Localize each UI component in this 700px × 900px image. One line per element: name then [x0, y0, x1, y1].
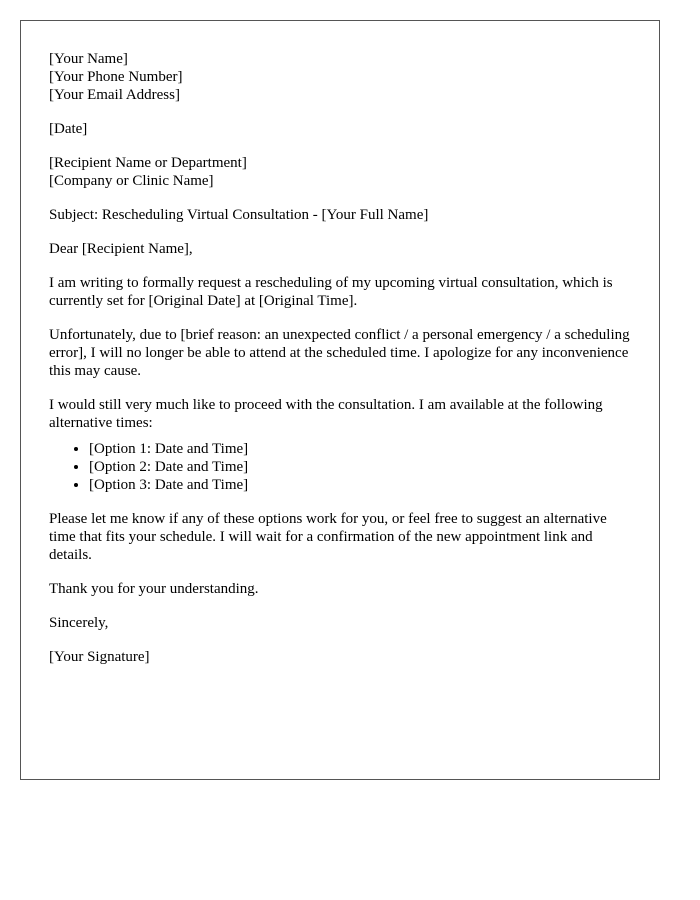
signature: [Your Signature] — [49, 649, 150, 665]
subject-line: Subject: Rescheduling Virtual Consultation - [Your Full Name] — [49, 207, 429, 223]
letter-document — [20, 20, 660, 780]
list-item: • [Option 3: Date and Time] — [89, 476, 631, 494]
recipient-name: [Recipient Name or Department] — [49, 155, 247, 171]
sender-email: [Your Email Address] — [49, 87, 180, 103]
salutation: Dear [Recipient Name], — [49, 241, 193, 257]
closing: Sincerely, — [49, 615, 109, 631]
body-paragraph-5: Thank you for your understanding. — [49, 581, 259, 597]
list-item: • [Option 1: Date and Time] — [89, 440, 631, 458]
letter-date: [Date] — [49, 121, 88, 137]
body-paragraph-4: Please let me know if any of these options work for you, or feel free to suggest an alternative time that fits your schedule. I will wait for a confirmation of the new appointment link and details. — [49, 511, 607, 563]
date-block — [49, 120, 631, 138]
body-paragraph-3: I would still very much like to proceed with the consultation. I am available at the following alternative times: — [49, 397, 603, 431]
body-paragraph-2: Unfortunately, due to [brief reason: an unexpected conflict / a personal emergency / a scheduling error], I will no longer be able to attend at the scheduled time. I apologize for any inconvenience this may cause. — [49, 327, 630, 379]
recipient-block — [49, 154, 631, 190]
sender-phone: [Your Phone Number] — [49, 69, 183, 85]
sender-name: [Your Name] — [49, 51, 128, 67]
recipient-company: [Company or Clinic Name] — [49, 173, 214, 189]
list-item: • [Option 2: Date and Time] — [89, 458, 631, 476]
sender-block — [49, 50, 631, 104]
alternative-times-list — [49, 440, 631, 494]
body-paragraph-1: I am writing to formally request a rescheduling of my upcoming virtual consultation, which is currently set for [Original Date] at [Original Time]. — [49, 275, 613, 309]
